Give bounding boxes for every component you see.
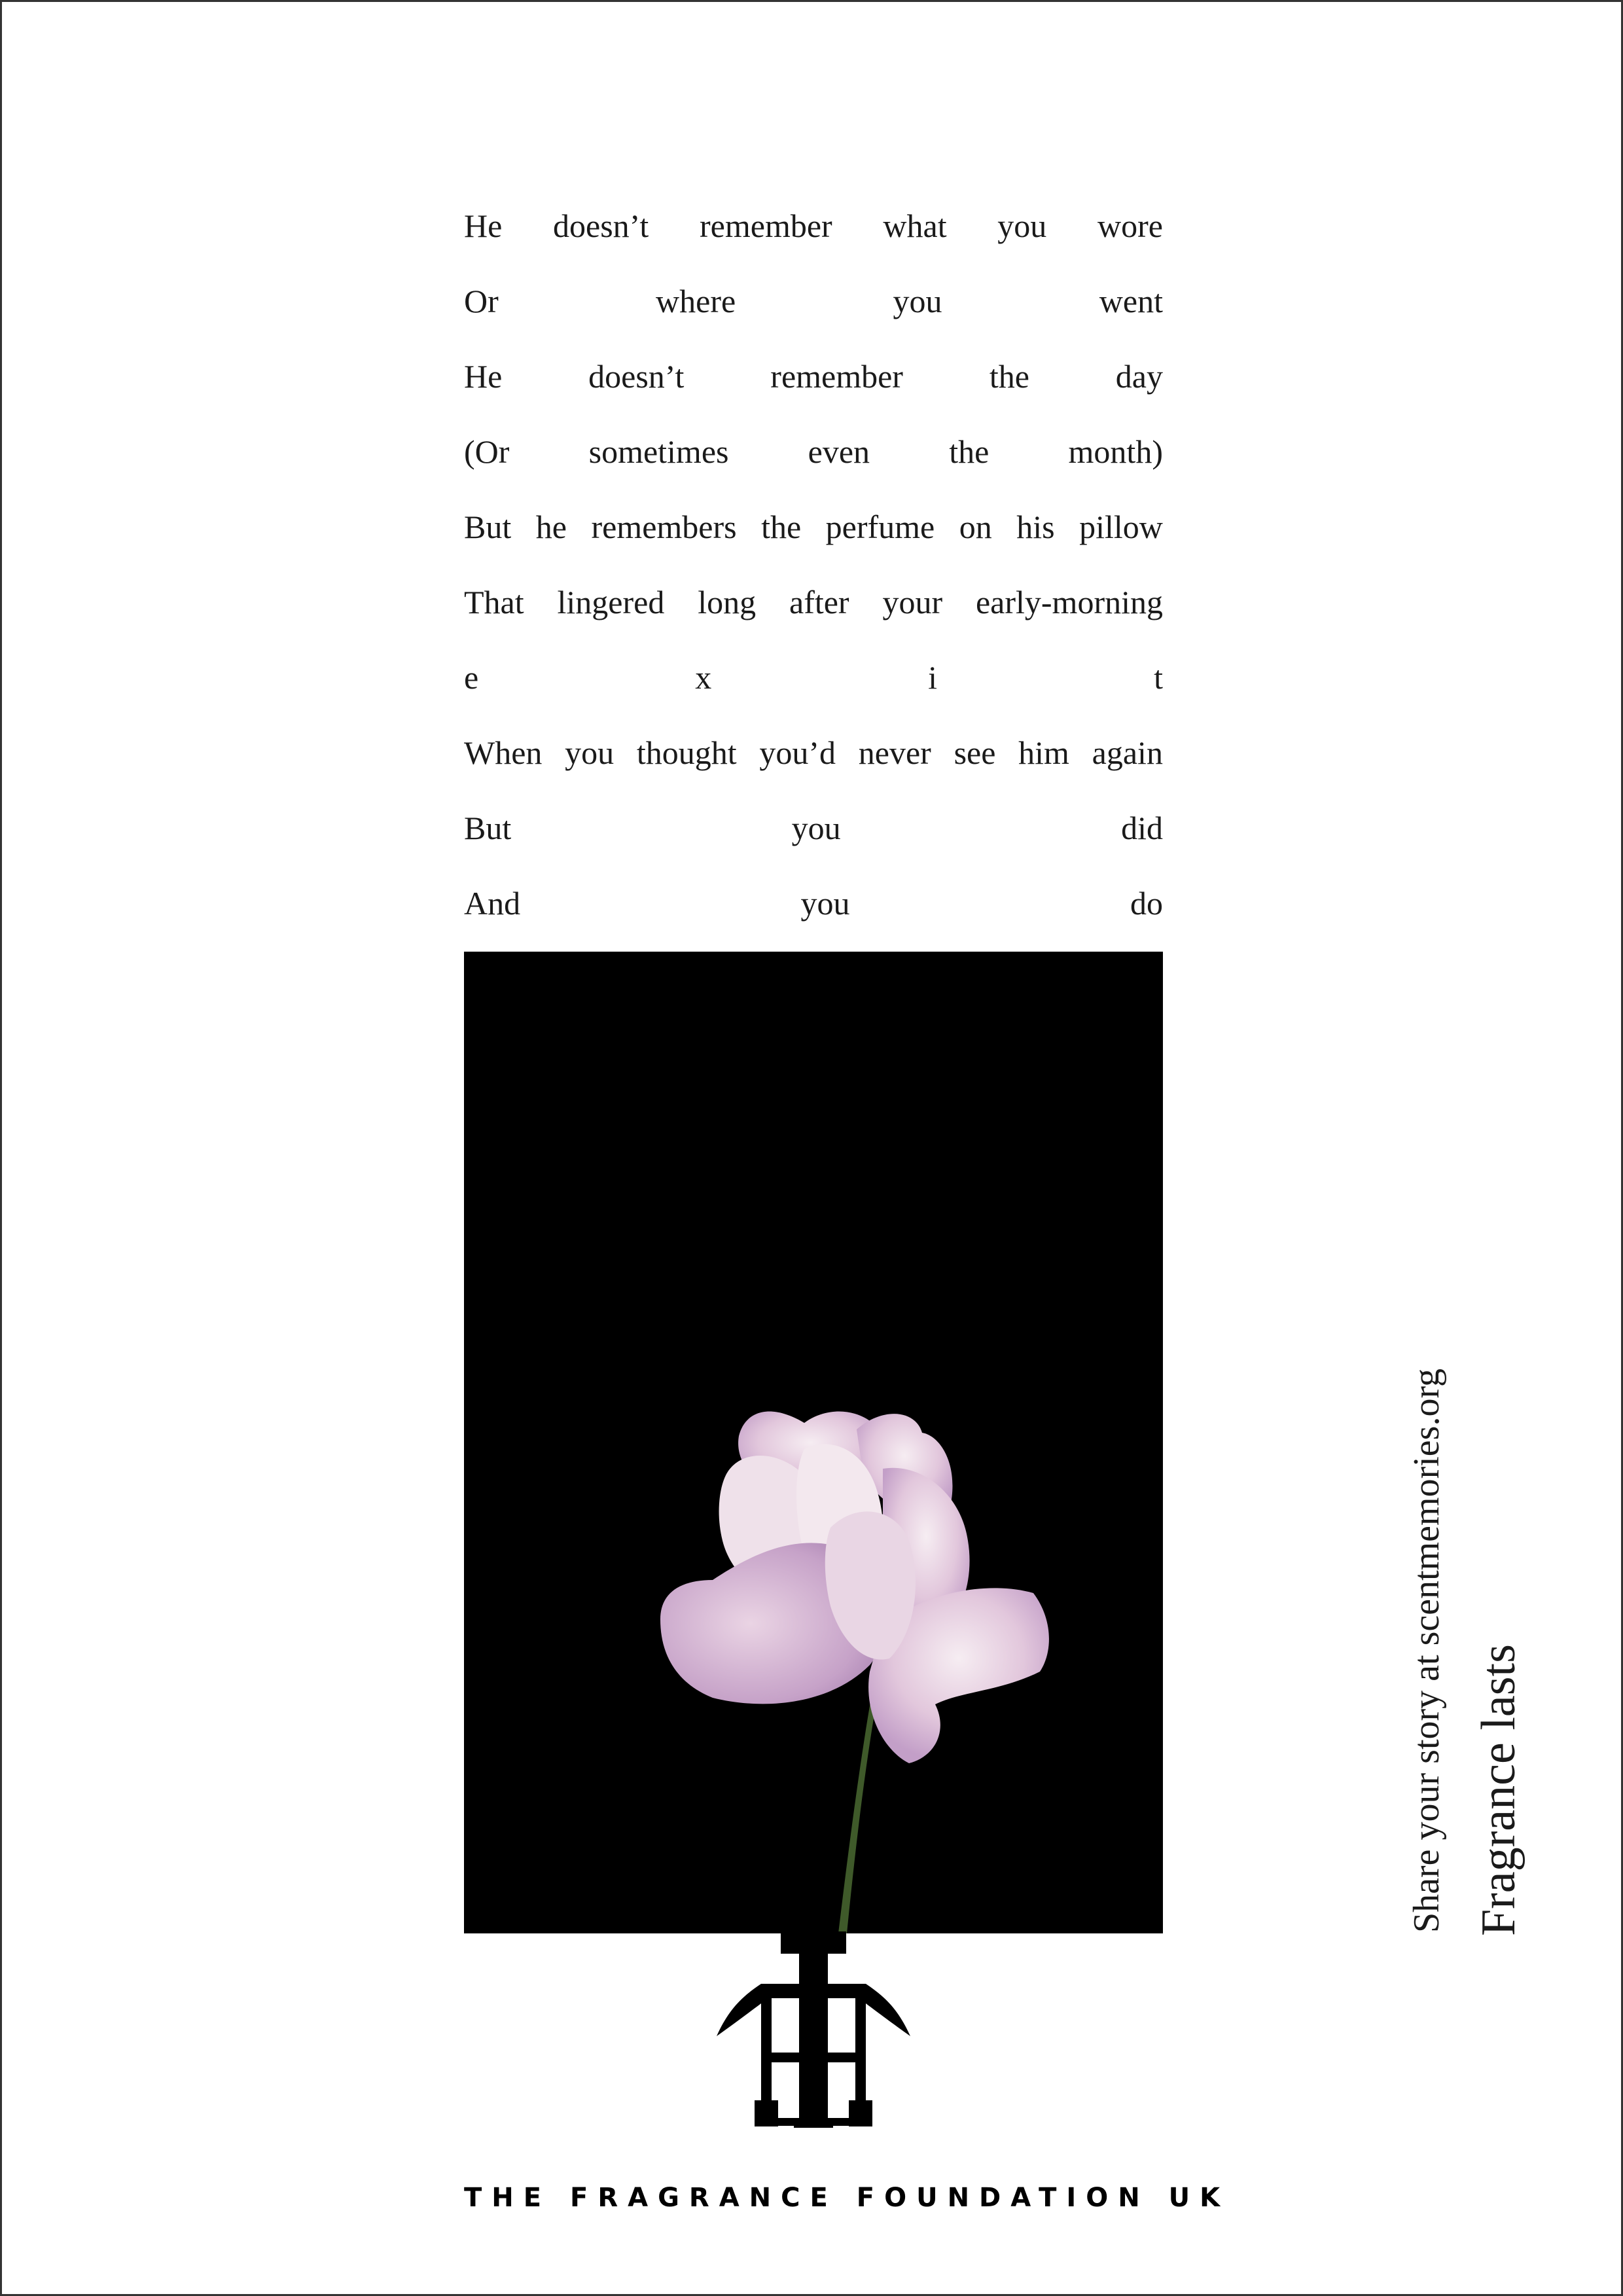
poem-word: you: [791, 810, 841, 846]
poem-line: [464, 274, 1163, 349]
poem-word: When: [464, 734, 543, 771]
poem-word: thought: [636, 734, 737, 771]
poem-word: your: [882, 584, 943, 620]
poem-word: i: [928, 659, 938, 696]
poem-word: x: [695, 659, 712, 696]
logo-icon: [715, 1931, 912, 2128]
poem-word: him: [1018, 734, 1069, 771]
poem-word: you: [893, 283, 942, 319]
poem-word: t: [1154, 659, 1163, 696]
poem-word: But: [464, 810, 512, 846]
poem-word: went: [1099, 283, 1163, 319]
poem-word: after: [789, 584, 849, 620]
poem-line: [464, 499, 1163, 575]
poem-line: [464, 876, 1163, 951]
poem-line: [464, 650, 1163, 725]
poem-word: where: [656, 283, 736, 319]
poem-word: you: [997, 207, 1047, 244]
poem-line: [464, 424, 1163, 499]
poem-word: see: [954, 734, 996, 771]
tulip-icon: [464, 952, 1163, 1933]
poem-line: [464, 725, 1163, 800]
poem-word: never: [858, 734, 931, 771]
tff-monogram-logo: [715, 1931, 912, 2131]
poem-word: remember: [700, 207, 832, 244]
poem-word: doesn’t: [588, 358, 685, 395]
poem-word: pillow: [1079, 509, 1163, 545]
poem-word: remembers: [591, 509, 737, 545]
poem-word: (Or: [464, 433, 510, 470]
foundation-name: THE FRAGRANCE FOUNDATION UK: [464, 2183, 1230, 2213]
poem-line: [464, 349, 1163, 424]
poem-word: did: [1121, 810, 1163, 846]
poem-word: his: [1016, 509, 1055, 545]
poem-word: the: [989, 358, 1029, 395]
poem-word: you: [565, 734, 615, 771]
poem-word: on: [959, 509, 992, 545]
poem-word: e: [464, 659, 479, 696]
poem-word: doesn’t: [553, 207, 649, 244]
poem-word: That: [464, 584, 524, 620]
poem-word: do: [1130, 885, 1163, 922]
poem-word: long: [698, 584, 757, 620]
poem-word: And: [464, 885, 521, 922]
poem-word: Or: [464, 283, 499, 319]
share-story-text: Share your story at scentmemories.org: [1406, 1368, 1447, 1933]
tulip-image: [464, 952, 1163, 1933]
poem-word: He: [464, 207, 503, 244]
poem-word: he: [535, 509, 567, 545]
poem-word: the: [949, 433, 990, 470]
poem-word: day: [1115, 358, 1163, 395]
poem-word: you’d: [759, 734, 836, 771]
poem-word: wore: [1097, 207, 1163, 244]
poem-word: month): [1068, 433, 1163, 470]
poem-word: sometimes: [588, 433, 729, 470]
poem-word: lingered: [557, 584, 665, 620]
poem-line: [464, 198, 1163, 274]
poem-word: even: [808, 433, 870, 470]
poem-word: again: [1092, 734, 1163, 771]
poem-word: the: [761, 509, 802, 545]
poem-word: what: [883, 207, 947, 244]
poem-word: perfume: [825, 509, 935, 545]
poem-line: [464, 575, 1163, 650]
poem-word: remember: [770, 358, 903, 395]
poem-word: But: [464, 509, 512, 545]
poem-line: [464, 800, 1163, 876]
tagline: Fragrance lasts: [1472, 1644, 1525, 1936]
poem-word: early-morning: [975, 584, 1163, 620]
poem: [464, 198, 1163, 951]
poem-word: you: [800, 885, 850, 922]
poem-word: He: [464, 358, 503, 395]
